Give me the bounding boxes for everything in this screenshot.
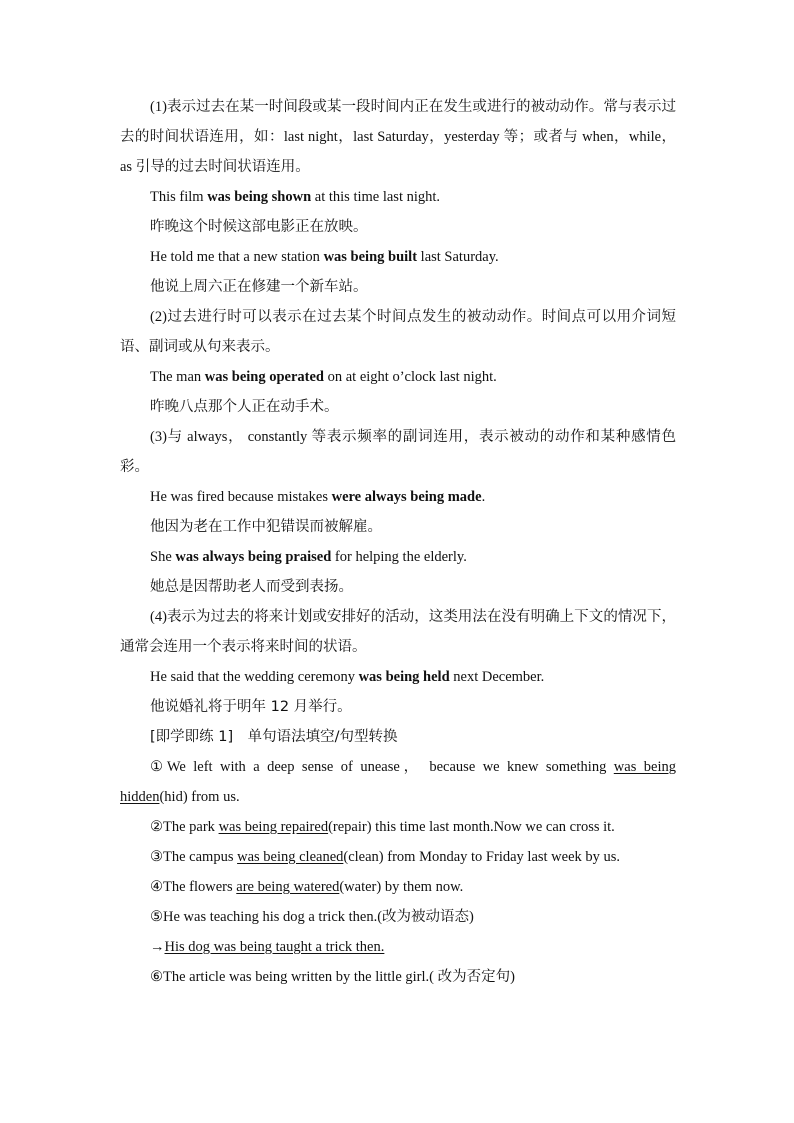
practice-item-3: ③The campus was being cleaned(clean) from Monday to Friday last week by us. [150,849,621,865]
example-6-translation: 他说婚礼将于明年 12 月举行。 [150,699,352,715]
example-3-translation: 昨晚八点那个人正在动手术。 [150,399,339,415]
rule-2: (2)过去进行时可以表示在过去某个时间点发生的被动动作。时间点可以用介词短语、副词或从句来表示。 [120,309,676,355]
practice-heading: [即学即练 1] 单句语法填空/句型转换 [150,729,398,745]
answer-blank: was being cleaned [237,849,344,865]
practice-item-1: ①We left with a deep sense of unease， because we knew something was being hidden(hid) from us. [120,759,676,805]
practice-item-2: ②The park was being repaired(repair) this time last month.Now we can cross it. [150,819,615,835]
example-4: He was fired because mistakes were always being made. [150,489,486,505]
practice-item-5-answer: →His dog was being taught a trick then. [150,939,385,955]
answer-blank: His dog was being taught a trick then. [164,939,385,955]
practice-item-4: ④The flowers are being watered(water) by them now. [150,879,464,895]
practice-item-5: ⑤He was teaching his dog a trick then.(改为被动语态) [150,909,474,925]
rule-4: (4)表示为过去的将来计划或安排好的活动，这类用法在没有明确上下文的情况下，通常会连用一个表示将来时间的状语。 [120,609,676,655]
example-1: This film was being shown at this time last night. [150,189,441,205]
document-page [120,92,676,992]
practice-item-6: ⑥The article was being written by the little girl.( 改为否定句) [150,969,515,985]
example-4-translation: 他因为老在工作中犯错误而被解雇。 [150,519,382,535]
example-2: He told me that a new station was being built last Saturday. [150,249,499,265]
answer-blank: was being hidden [120,759,676,805]
example-1-translation: 昨晚这个时候这部电影正在放映。 [150,219,368,235]
example-6: He said that the wedding ceremony was being held next December. [150,669,545,685]
answer-blank: are being watered [236,879,340,895]
answer-blank: was being repaired [218,819,329,835]
rule-3: (3)与 always， constantly 等表示频率的副词连用，表示被动的动作和某种感情色彩。 [120,429,676,475]
example-5-translation: 她总是因帮助老人而受到表扬。 [150,579,353,595]
example-2-translation: 他说上周六正在修建一个新车站。 [150,279,368,295]
rule-1: (1)表示过去在某一时间段或某一段时间内正在发生或进行的被动动作。常与表示过去的时间状语连用，如：last night，last Saturday，yesterday 等；或者与 when，while， as 引导的过去时间状语连用。 [120,99,676,175]
example-3: The man was being operated on at eight o’clock last night. [150,369,497,385]
example-5: She was always being praised for helping the elderly. [150,549,467,565]
